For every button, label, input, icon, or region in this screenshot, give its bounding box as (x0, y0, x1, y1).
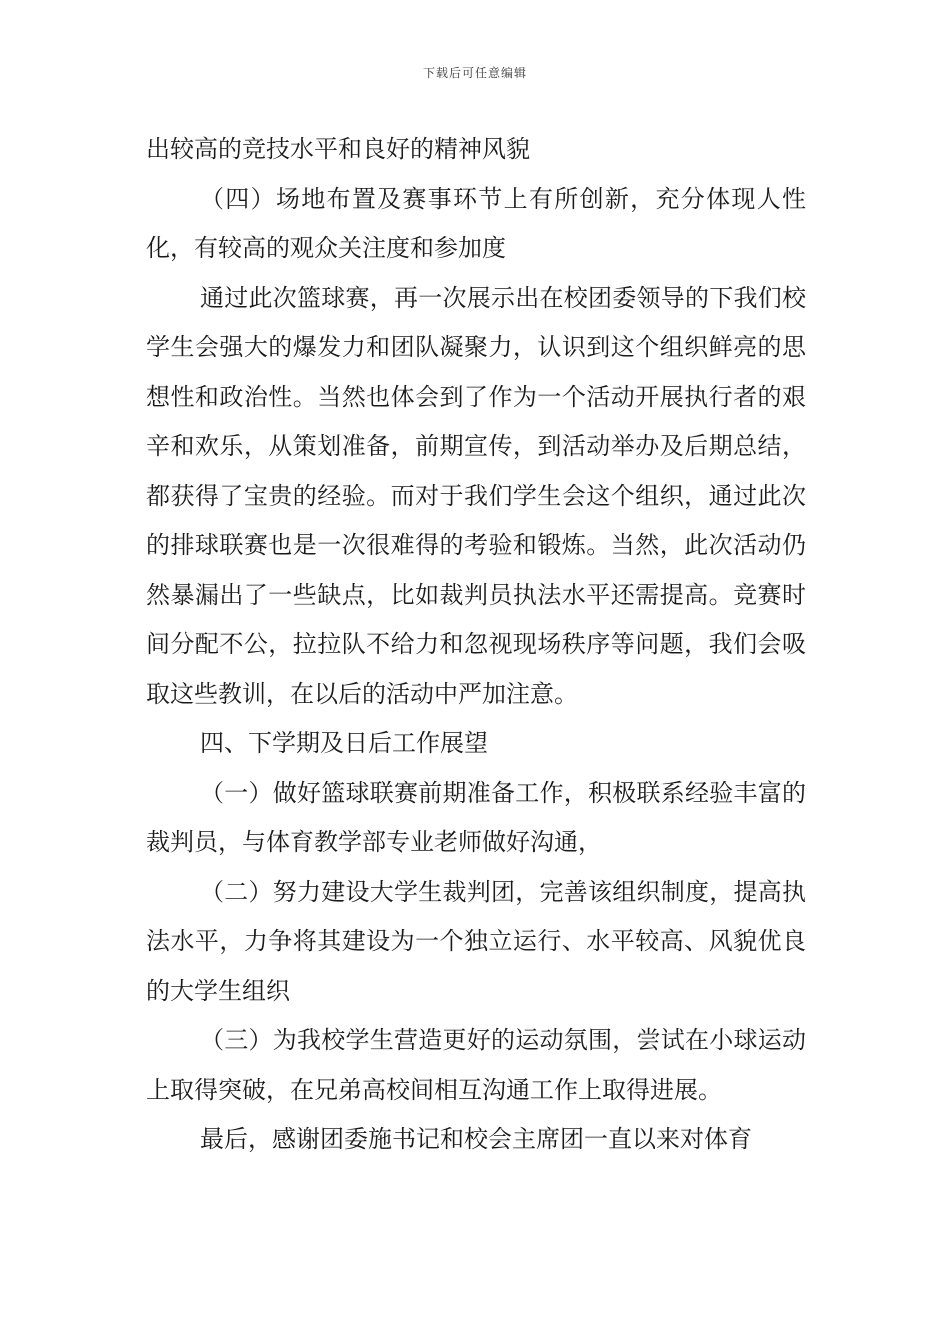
paragraph-plan-three: （三）为我校学生营造更好的运动氛围，尝试在小球运动上取得突破，在兄弟高校间相互沟通工作上取得进展。 (146, 1026, 806, 1104)
paragraph-item-four: （四）场地布置及赛事环节上有所创新，充分体现人性化，有较高的观众关注度和参加度 (146, 184, 806, 262)
paragraph-closing: 最后，感谢团委施书记和校会主席团一直以来对体育 (200, 1125, 752, 1153)
paragraph-plan-one: （一）做好篮球联赛前期准备工作，积极联系经验丰富的裁判员，与体育教学部专业老师做好沟通， (146, 778, 806, 856)
paragraph-summary: 通过此次篮球赛，再一次展示出在校团委领导的下我们校学生会强大的爆发力和团队凝聚力，认识到这个组织鲜亮的思想性和政治性。当然也体会到了作为一个活动开展执行者的艰辛和欢乐，从策划准备，前期宣传，到活动举办及后期总结，都获得了宝贵的经验。而对于我们学生会这个组织，通过此次的排球联赛也是一次很难得的考验和锻炼。当然，此次活动仍然暴漏出了一些缺点，比如裁判员执法水平还需提高。竞赛时间分配不公，拉拉队不给力和忽视现场秩序等问题，我们会吸取这些教训，在以后的活动中严加注意。 (146, 283, 806, 708)
paragraph-plan-two: （二）努力建设大学生裁判团，完善该组织制度，提高执法水平，力争将其建设为一个独立运行、水平较高、风貌优良的大学生组织 (146, 877, 806, 1005)
page-header: 下载后可任意编辑 (422, 66, 527, 80)
paragraph-continuation: 出较高的竞技水平和良好的精神风貌 (146, 135, 530, 163)
document-body (146, 125, 806, 1165)
section-heading-outlook: 四、下学期及日后工作展望 (200, 729, 488, 757)
